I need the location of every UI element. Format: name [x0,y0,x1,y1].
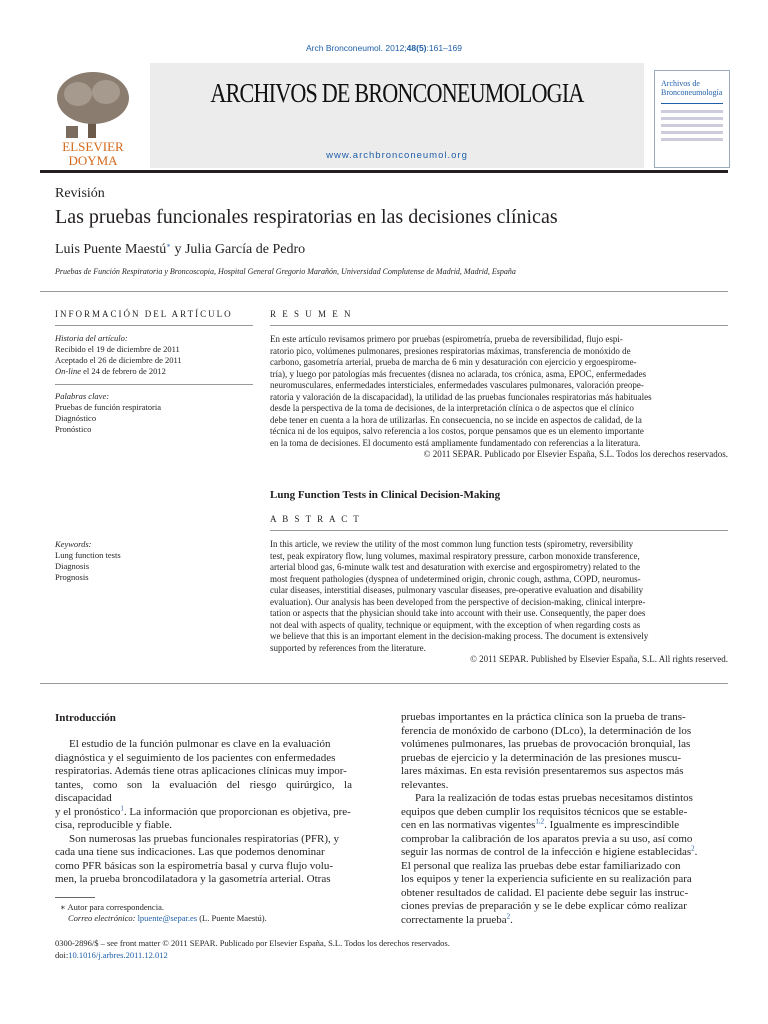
body-line: relevantes. [401,778,449,791]
resumen-body [270,334,728,461]
abstract-line: we believe that this is an important element in the decision-making process. The document is extensively [270,631,649,641]
body-line: ferencia de monóxido de carbono (DLco), la determinación de los [401,724,692,737]
doi-link[interactable]: 10.1016/j.arbres.2011.12.012 [68,950,168,960]
page-footer [55,937,450,961]
cover-text-line [661,131,723,134]
abstract-line: test, peak expiratory flow, lung volumes, maximal respiratory pressure, carbon monoxide transference, [270,550,640,561]
issn-line: 0300-2896/$ – see front matter © 2011 SEPAR. Publicado por Elsevier España, S.L. Todos los derechos reservados. [55,938,450,948]
body-line-text: y el pronóstico [55,805,121,818]
body-line: correctamente la prueba$^2$. [401,911,513,926]
resumen-line: carbono, gasometría arterial, prueba de marcha de 6 min y desaturación con ejercicio y ergoespirome- [270,357,637,367]
resumen-line: neuromusculares, enfermedades intersticiales, enfermedades vasculares pulmonares, valoración preope- [270,380,644,390]
abstract-line: arterial blood gas, 6-minute walk test and desaturation with exercise and ergospirometry) related to the [270,562,640,572]
footnote-marker: ∗ [60,902,66,912]
body-line: comprobar la calibración de los aparatos previa a su uso, así como [401,832,693,845]
article-history [55,333,253,377]
reference-link[interactable]: 2 [506,911,511,920]
resumen-line: debe tener en cuenta a la hora de utilizarlas. En consecuencia, no se incide en aspectos de calidad, de la [270,414,642,425]
footnote-email-after: (L. Puente Maestú). [197,913,267,923]
author-primary: Luis Puente Maestú [55,242,167,257]
journal-name: ARCHIVOS DE BRONCONEUMOLOGIA [210,78,584,108]
body-line: equipos que deben cumplir los requisitos técnicos que se estable- [401,805,688,818]
body-line-text: cen en las normativas vigentes [401,819,536,831]
author-affiliation: Pruebas de Función Respiratoria y Broncoscopia, Hospital General Gregorio Marañón, Universidad Complutense de Madrid, Madrid, España [55,267,516,276]
abstract-line: supported by references from the literature. [270,642,426,653]
history-online-prefix: On-line [55,366,81,376]
abstract-line: not deal with aspects of quality, technique or equipment, with the exception of when regarding costs as [270,619,641,630]
keyword-item: Lung function tests [55,550,121,560]
title-rule [40,291,728,292]
keyword-item: Pruebas de función respiratoria [55,402,161,412]
journal-cover-thumbnail[interactable] [654,70,730,168]
body-line: Para la realización de todas estas pruebas necesitamos distintos [415,792,693,804]
abstract-line: tation or aspects that the physician should take into account with their use. Consequently, the paper does [270,608,646,618]
resumen-line: técnica ni de los equipos, salvo referencia a los costos, porque pensamos que es un elemento importante [270,426,644,436]
resumen-heading: R E S U M E N [270,309,353,319]
body-line: pruebas importantes en la práctica clínica son la prueba de trans- [401,711,686,723]
footnote-label: Autor para correspondencia. [67,902,164,912]
abstract-line: In this article, we review the utility of the most common lung function tests (spirometry, reversibility [270,539,634,549]
body-line: respiratorias. Además tiene otras aplicaciones clínicas muy impor- [55,765,347,777]
intro-left-column [55,738,352,887]
history-online [55,366,253,377]
journal-citation [0,43,768,53]
intro-heading: Introducción [55,712,116,724]
body-line: ciones previas de preparación y se le debe explicar cómo realizar [401,900,687,912]
keywords-es-label: Palabras clave: [55,391,110,401]
article-type: Revisión [55,186,105,201]
article-info-rule [55,384,253,385]
doi-label: doi: [55,950,69,960]
resumen-line: ratoria y valoración de la discapacidad), la utilidad de las pruebas funcionales respiratorias más habituales [270,391,652,402]
body-line: El estudio de la función pulmonar es clave en la evaluación [69,738,331,750]
keywords-en [55,539,253,583]
body-line-text: seguir las normas de control de la infección e higiene establecidas [401,846,692,858]
abstract-heading: A B S T R A C T [270,514,361,524]
body-line: Son numerosas las pruebas funcionales respiratorias (PFR), y [69,832,340,845]
cover-text-line [661,138,723,141]
body-line: obtener resultados de calidad. El paciente debe seguir las instruc- [401,886,689,899]
body-line: como PFR básicas son la espirometría basal y curva flujo volu- [55,859,333,872]
article-info-heading: INFORMACIÓN DEL ARTÍCULO [55,309,233,319]
article-title: Las pruebas funcionales respiratorias en las decisiones clínicas [55,206,558,228]
article-info-rule [55,325,253,326]
history-label: Historia del artículo: [55,333,128,343]
cover-divider [661,103,723,104]
history-online-date: el 24 de febrero de 2012 [80,366,166,376]
author-rest: y Julia García de Pedro [170,242,306,257]
body-line [401,819,728,833]
resumen-line: tría), y luego por patologías más frecuentes (disnea no aclarada, tos crónica, asma, EPOC, enfermedades [270,368,647,379]
cover-text-line [661,117,723,120]
body-line: lares máximas. En esta revisión presentaremos sus aspectos más [401,765,684,777]
footnote-line [60,902,267,913]
resumen-line: desde la perspectiva de la toma de decisiones, de la interpretación clínica o de aspectos que el clínico [270,403,634,413]
reference-link[interactable]: 2 [691,844,695,853]
body-line-text: . La información que proporcionan es objetiva, pre- [123,805,351,818]
header-rule [40,170,728,173]
body-line: tantes, como son la evaluación del riesgo quirúrgico, la discapacidad [55,778,352,804]
footnote-email-label: Correo electrónico: [68,913,136,923]
keywords-en-label: Keywords: [55,539,92,549]
resumen-rule [270,325,728,326]
email-link[interactable]: lpuente@separ.es [137,913,198,923]
body-line: cisa, reproducible y fiable. [55,819,172,831]
keyword-item: Pronóstico [55,424,92,434]
resumen-line: En este artículo revisamos primero por pruebas (espirometría, prueba de reversibilidad, flujo espi- [270,334,623,344]
body-line: El personal que realiza las pruebas debe estar familiarizado con [401,859,681,872]
keywords-es [55,391,253,435]
body-line-text: . Igualmente es imprescindible [544,819,680,831]
footnote [60,902,267,924]
keyword-item: Prognosis [55,572,89,582]
citation-pages[interactable]: :161–169 [426,43,462,53]
citation-prefix[interactable]: Arch Bronconeumol. 2012; [306,43,407,53]
cover-text-line [661,124,723,127]
body-line: volúmenes pulmonares, las pruebas de provocación bronquial, las [401,738,691,750]
body-line-text: correctamente la prueba [401,913,507,926]
journal-url-link[interactable]: www.archbronconeumol.org [326,150,468,161]
resumen-line: ratorio pico, volúmenes pulmonares, presiones respiratorias máximas, transferencia de monóxido de [270,345,631,356]
body-line: los equipos y tener la experiencia suficiente en su realización para [401,873,692,885]
history-accepted: Aceptado el 26 de diciembre de 2011 [55,355,182,365]
author-list [55,242,305,258]
reference-link[interactable]: 1,2 [535,817,545,826]
body-line: seguir las normas de control de la infección e higiene establecidas$^2$. [401,844,698,858]
abstract-body [270,539,728,666]
citation-volume[interactable]: 48(5) [406,43,427,53]
doi-line [55,949,450,961]
history-received: Recibido el 19 de diciembre de 2011 [55,344,180,354]
body-line: pruebas de ejercicio y la determinación de las presiones muscu- [401,751,682,764]
body-line: men, la prueba broncodilatadora y la gasometría arterial. Otras [55,873,331,885]
english-title: Lung Function Tests in Clinical Decision-Making [270,489,501,501]
abstract-rule [270,530,728,531]
abstract-line: cular diseases, interstitial diseases, pulmonary vascular diseases, pre-operative evaluation and disability [270,585,644,595]
body-line: cada una tiene sus indicaciones. Las que podemos denominar [55,846,325,858]
correspondence-marker[interactable]: ∗ [166,241,171,250]
footnote-rule [55,897,95,898]
keyword-item: Diagnosis [55,561,89,571]
body-line [55,803,352,820]
cover-text-line [661,110,723,113]
abstract-line: evaluation). Our analysis has been developed from the perspective of decision-making, clinical interpre- [270,596,646,607]
publisher-logo-text: ELSEVIER DOYMA [62,139,124,168]
cover-title: Archivos de Bronconeumología [661,79,723,97]
abstract-line: most frequent pathologies (dyspnea of undetermined origin, chronic cough, asthma, COPD, neuromus- [270,573,641,584]
abstract-end-rule [40,683,728,684]
resumen-copyright: © 2011 SEPAR. Publicado por Elsevier España, S.L. Todos los derechos reservados. [423,449,728,459]
keyword-item: Diagnóstico [55,413,97,423]
intro-right-column [401,711,728,927]
abstract-copyright: © 2011 SEPAR. Published by Elsevier España, S.L. All rights reserved. [470,654,728,664]
footnote-line [60,913,267,924]
reference-link[interactable]: 1 [120,803,124,812]
body-line: diagnóstica y el seguimiento de los pacientes con enfermedades [55,751,336,764]
resumen-line: en la toma de decisiones. El documento está ampliamente fundamentado con referencias a la literatura. [270,437,641,448]
